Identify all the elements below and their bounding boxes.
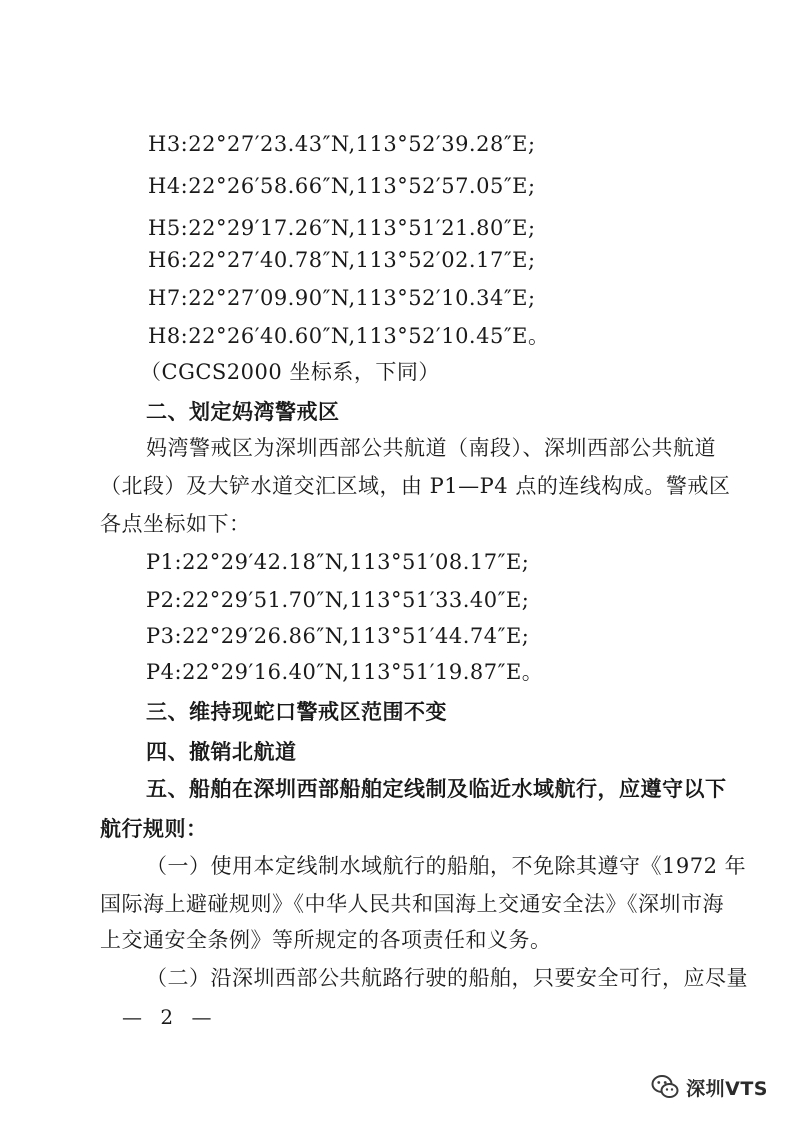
section-2-paragraph-line-1: 妈湾警戒区为深圳西部公共航道（南段）、深圳西部公共航道	[146, 436, 716, 460]
coordinate-p1: P1:22°29′42.18″N,113°51′08.17″E;	[146, 550, 530, 574]
section-2-paragraph-line-3: 各点坐标如下：	[100, 512, 251, 536]
watermark-text: 深圳VTS	[686, 1077, 768, 1100]
coordinate-h7: H7:22°27′09.90″N,113°52′10.34″E;	[148, 286, 536, 310]
coordinate-h6: H6:22°27′40.78″N,113°52′02.17″E;	[148, 248, 536, 272]
coordinate-p2: P2:22°29′51.70″N,113°51′33.40″E;	[146, 588, 530, 612]
section-5-item-1-line-3: 上交通安全条例》等所规定的各项责任和义务。	[100, 928, 552, 952]
coordinate-h5: H5:22°29′17.26″N,113°51′21.80″E;	[148, 216, 536, 240]
section-5-item-1-line-2: 国际海上避碰规则》《中华人民共和国海上交通安全法》《深圳市海	[100, 892, 724, 916]
coordinate-p4: P4:22°29′16.40″N,113°51′19.87″E。	[146, 660, 544, 684]
section-3-heading: 三、维持现蛇口警戒区范围不变	[146, 700, 447, 724]
coordinate-h8: H8:22°26′40.60″N,113°52′10.45″E。	[148, 324, 550, 348]
coordinate-h3: H3:22°27′23.43″N,113°52′39.28″E;	[148, 132, 536, 156]
coordinate-system-note: （CGCS2000 坐标系，下同）	[140, 360, 440, 384]
section-2-heading: 二、划定妈湾警戒区	[146, 400, 340, 424]
section-5-heading-line-1: 五、船舶在深圳西部船舶定线制及临近水域航行，应遵守以下	[146, 777, 727, 801]
section-4-heading: 四、撤销北航道	[146, 740, 297, 764]
page-number: — 2 —	[122, 1005, 218, 1029]
section-5-item-1-line-1: （一）使用本定线制水域航行的船舶，不免除其遵守《1972 年	[146, 854, 747, 878]
section-5-heading-line-2: 航行规则：	[100, 817, 208, 841]
coordinate-p3: P3:22°29′26.86″N,113°51′44.74″E;	[146, 624, 530, 648]
section-5-item-2-line-1: （二）沿深圳西部公共航路行驶的船舶，只要安全可行，应尽量	[146, 966, 748, 990]
coordinate-h4: H4:22°26′58.66″N,113°52′57.05″E;	[148, 174, 536, 198]
section-2-paragraph-line-2: （北段）及大铲水道交汇区域，由 P1—P4 点的连线构成。警戒区	[100, 474, 731, 498]
watermark	[650, 1072, 768, 1102]
wechat-icon	[650, 1072, 680, 1102]
